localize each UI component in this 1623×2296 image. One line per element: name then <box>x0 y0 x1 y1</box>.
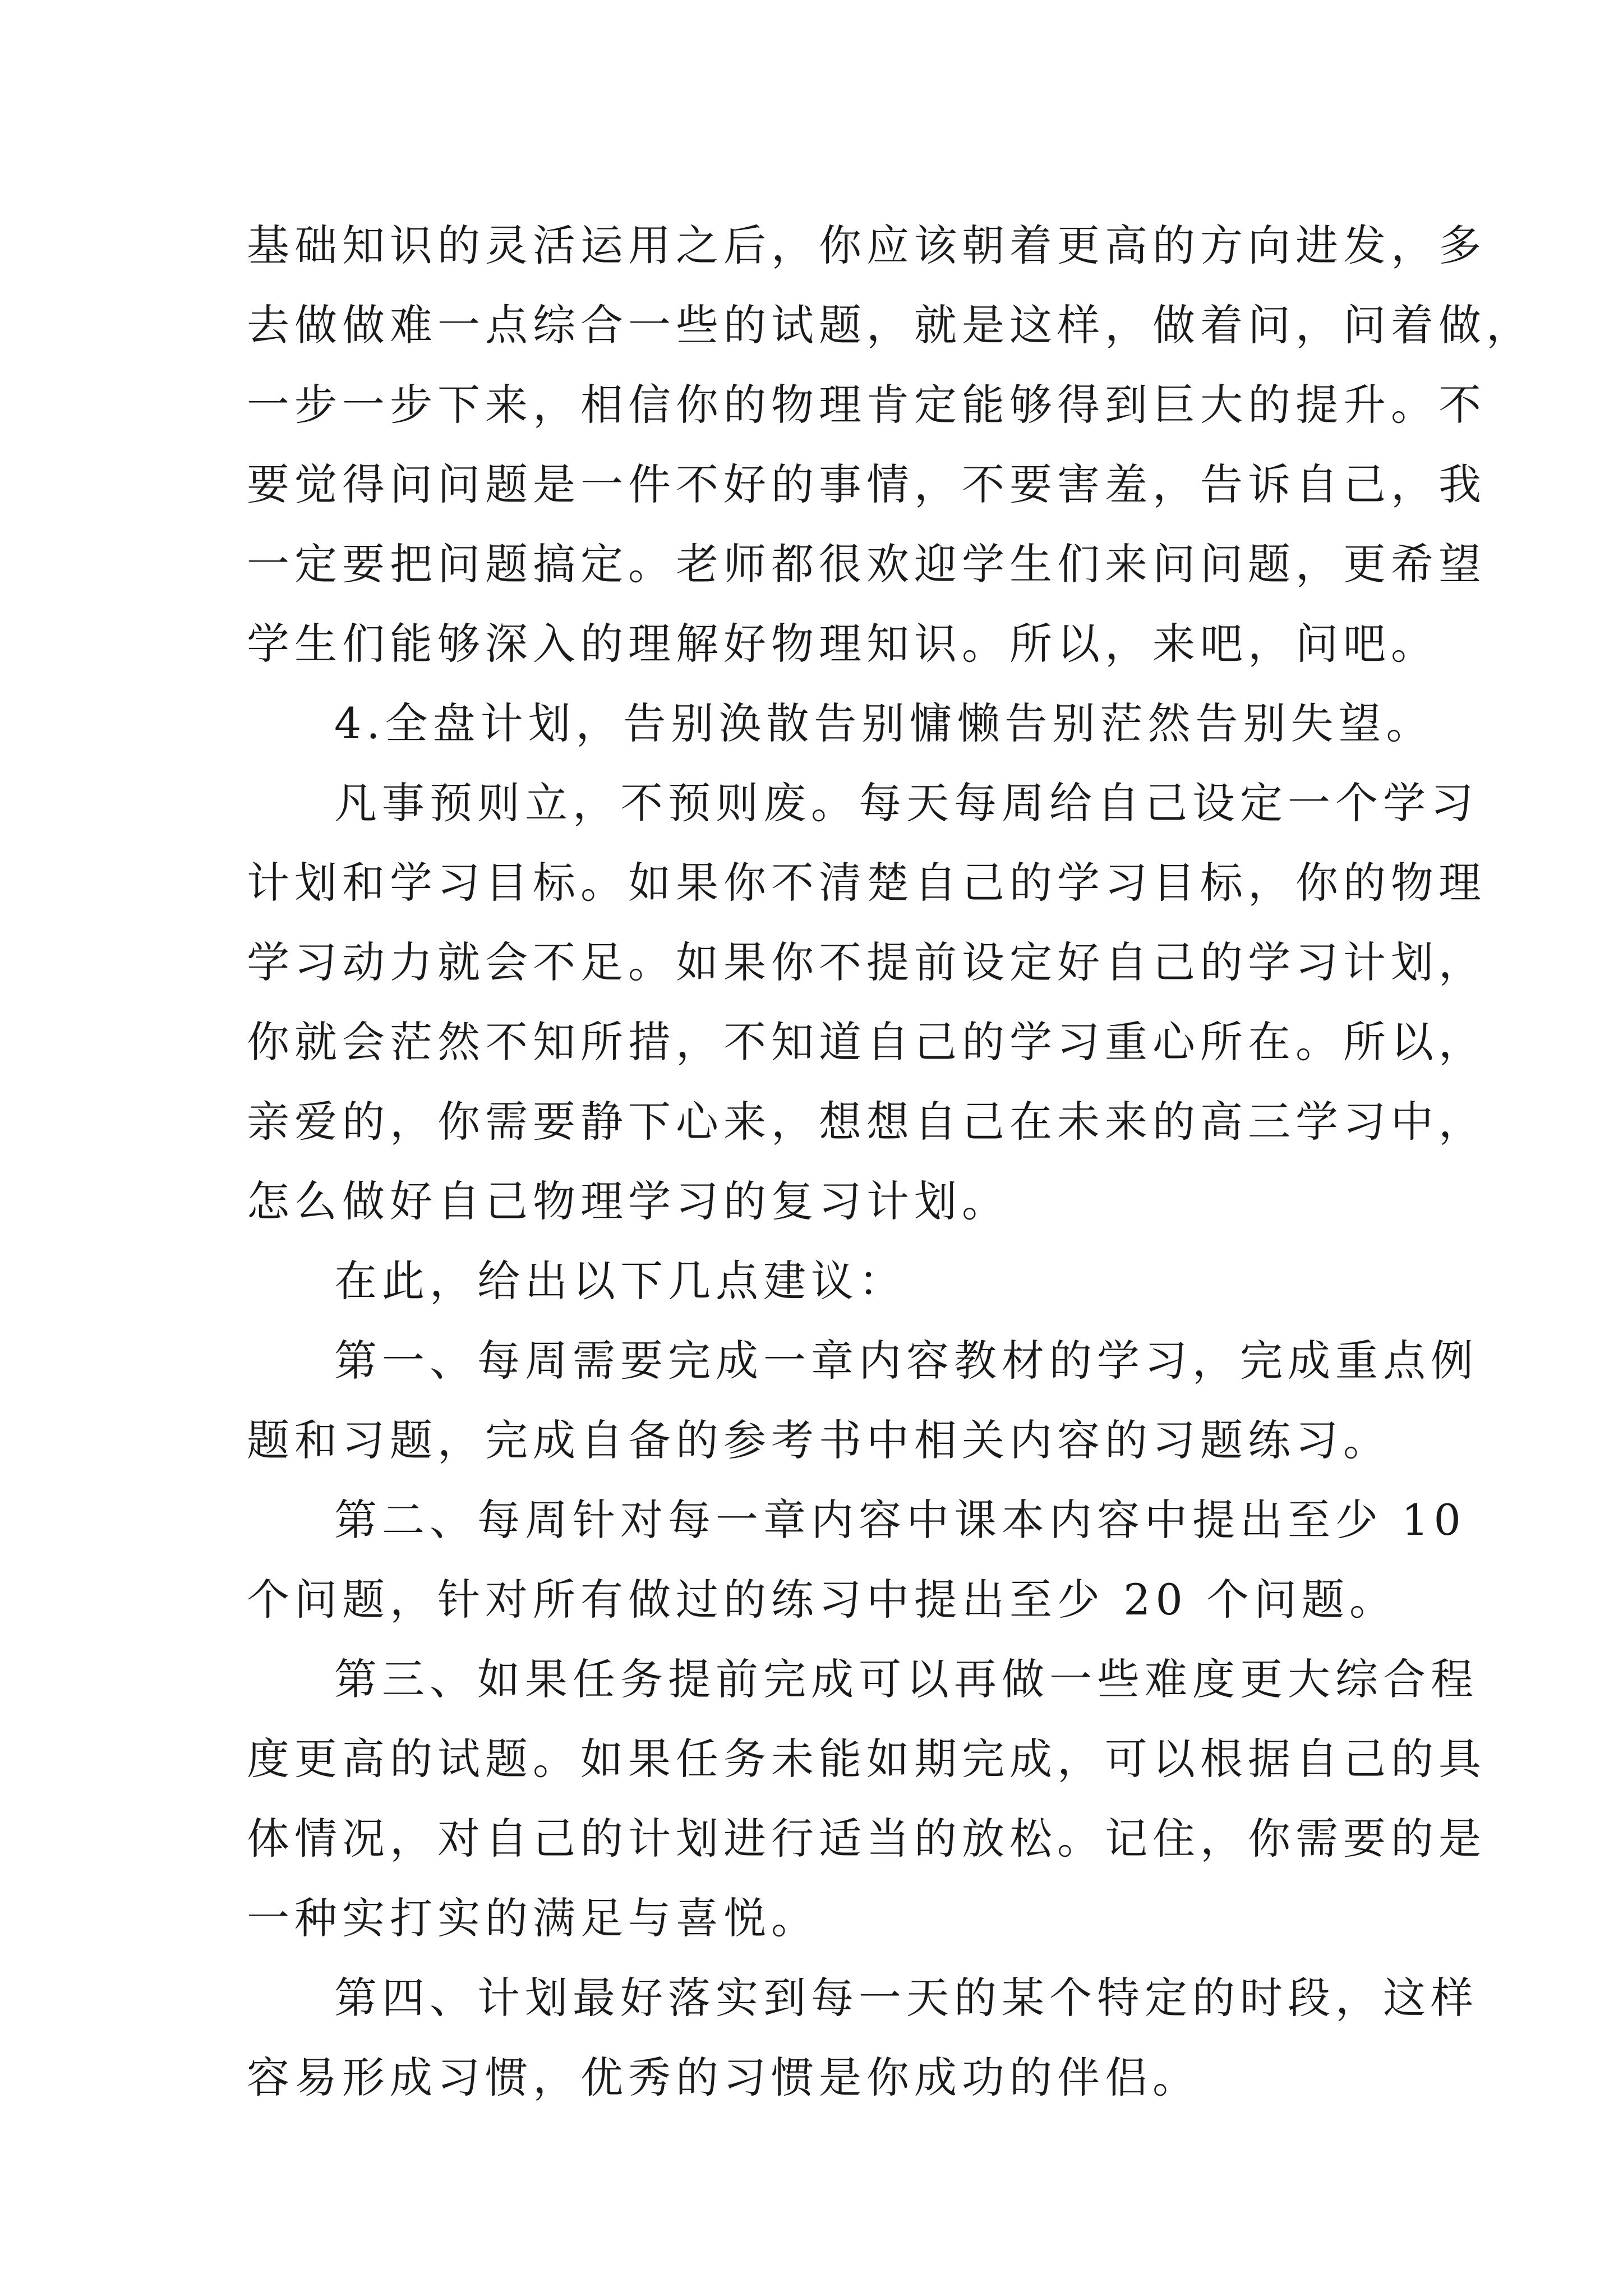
text-line: 计划和学习目标。如果你不清楚自己的学习目标，你的物理 <box>247 857 1486 908</box>
text-line: 第二、每周针对每一章内容中课本内容中提出至少 10 <box>334 1494 1466 1545</box>
text-line: 亲爱的，你需要静下心来，想想自己在未来的高三学习中， <box>247 1096 1486 1147</box>
text-line: 一步一步下来，相信你的物理肯定能够得到巨大的提升。不 <box>247 379 1486 430</box>
text-line: 凡事预则立，不预则废。每天每周给自己设定一个学习 <box>334 777 1478 828</box>
text-line: 在此，给出以下几点建议： <box>334 1255 906 1306</box>
text-line: 基础知识的灵活运用之后，你应该朝着更高的方向进发，多 <box>247 220 1486 270</box>
text-line: 学生们能够深入的理解好物理知识。所以，来吧，问吧。 <box>247 618 1438 669</box>
text-line: 题和习题，完成自备的参考书中相关内容的习题练习。 <box>247 1415 1391 1465</box>
text-line: 体情况，对自己的计划进行适当的放松。记住，你需要的是 <box>247 1813 1486 1864</box>
text-line: 第三、如果任务提前完成可以再做一些难度更大综合程 <box>334 1654 1478 1704</box>
text-line: 学习动力就会不足。如果你不提前设定好自己的学习计划， <box>247 937 1486 987</box>
section-heading: 4.全盘计划，告别涣散告别慵懒告别茫然告别失望。 <box>334 698 1434 748</box>
text-line: 容易形成习惯，优秀的习惯是你成功的伴侣。 <box>247 2052 1200 2102</box>
text-line: 一种实打实的满足与喜悦。 <box>247 1893 819 1943</box>
text-line: 你就会茫然不知所措，不知道自己的学习重心所在。所以， <box>247 1016 1486 1067</box>
text-line: 要觉得问问题是一件不好的事情，不要害羞，告诉自己，我 <box>247 459 1486 509</box>
text-line: 个问题，针对所有做过的练习中提出至少 20 个问题。 <box>247 1574 1398 1625</box>
text-line: 去做做难一点综合一些的试题，就是这样，做着问，问着做， <box>247 300 1534 350</box>
text-line: 度更高的试题。如果任务未能如期完成，可以根据自己的具 <box>247 1733 1486 1784</box>
text-line: 第四、计划最好落实到每一天的某个特定的时段，这样 <box>334 1972 1478 2023</box>
text-line: 怎么做好自己物理学习的复习计划。 <box>247 1176 1009 1226</box>
text-line: 一定要把问题搞定。老师都很欢迎学生们来问问题，更希望 <box>247 539 1486 589</box>
document-body <box>247 202 1534 2114</box>
text-line: 第一、每周需要完成一章内容教材的学习，完成重点例 <box>334 1335 1478 1386</box>
